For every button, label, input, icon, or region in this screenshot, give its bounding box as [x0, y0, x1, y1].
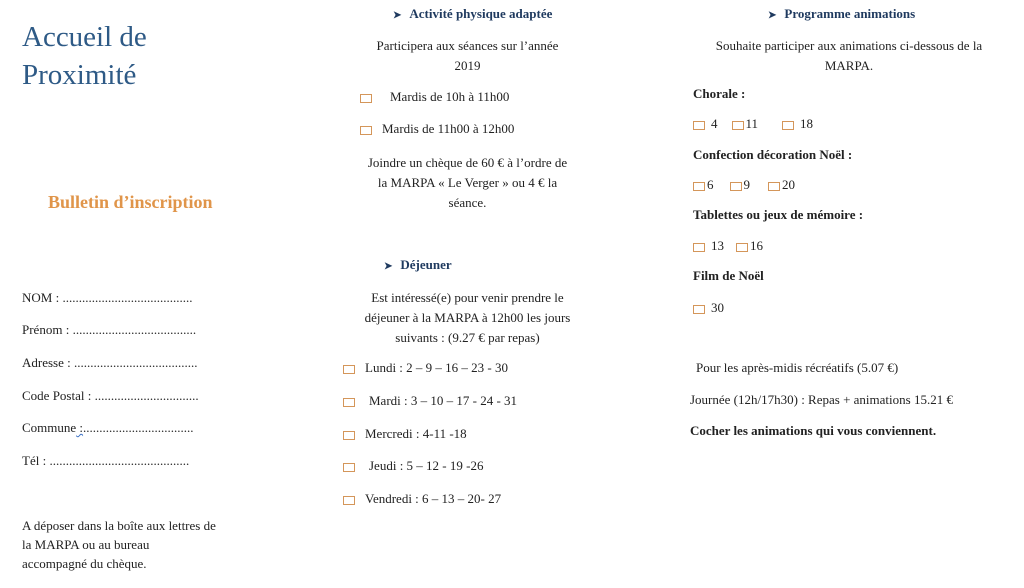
group-chorale-label: Chorale : — [693, 86, 746, 101]
checkbox[interactable] — [343, 398, 355, 407]
group-film-options — [693, 300, 738, 316]
group-decoration-options — [693, 177, 809, 193]
commune-field[interactable]: Commune :.................................. — [22, 420, 194, 435]
session-option-2[interactable]: Mardis de 11h00 à 12h00 — [360, 121, 514, 137]
checkbox[interactable] — [693, 243, 705, 252]
option-tablettes-16[interactable]: 16 — [736, 238, 763, 254]
program-heading: ➤ Programme animations — [768, 6, 916, 21]
checkbox[interactable] — [768, 182, 780, 191]
checkbox[interactable] — [360, 94, 372, 103]
lunch-day-mardi[interactable]: Mardi : 3 – 10 – 17 - 24 - 31 — [343, 393, 517, 409]
checkbox[interactable] — [360, 126, 372, 135]
option-decoration-20[interactable]: 20 — [768, 177, 795, 193]
fullday-price: Journée (12h/17h30) : Repas + animations 15.21 € — [690, 392, 953, 407]
afternoon-price: Pour les après-midis récréatifs (5.07 €) — [696, 360, 899, 375]
checkbox[interactable] — [732, 121, 744, 130]
option-decoration-6[interactable]: 6 — [693, 177, 714, 193]
adresse-field[interactable]: Adresse : ...................................... — [22, 355, 198, 370]
lunch-day-vendredi[interactable]: Vendredi : 6 – 13 – 20- 27 — [343, 491, 501, 507]
checkbox[interactable] — [343, 496, 355, 505]
lunch-day-lundi[interactable]: Lundi : 2 – 9 – 16 – 23 - 30 — [343, 360, 508, 376]
arrow-right-icon: ➤ — [393, 10, 402, 21]
group-chorale-options — [693, 116, 827, 132]
checkbox[interactable] — [343, 365, 355, 374]
group-film-label: Film de Noël — [693, 268, 764, 283]
session-option-1[interactable]: Mardis de 10h à 11h00 — [360, 89, 509, 105]
checkbox[interactable] — [693, 305, 705, 314]
arrow-right-icon: ➤ — [768, 10, 777, 21]
checkbox[interactable] — [693, 182, 705, 191]
deposit-instructions: A déposer dans la boîte aux lettres de la MARPA ou au bureau accompagné du chèque. — [22, 518, 216, 571]
title-line-1: Accueil de — [22, 21, 147, 53]
code-postal-field[interactable]: Code Postal : ................................ — [22, 388, 199, 403]
option-chorale-11[interactable]: 11 — [732, 116, 759, 132]
lunch-heading: ➤ Déjeuner — [384, 257, 452, 272]
option-tablettes-13[interactable]: 13 — [693, 238, 724, 254]
checkbox[interactable] — [343, 431, 355, 440]
lunch-day-mercredi[interactable]: Mercredi : 4-11 -18 — [343, 426, 467, 442]
check-instruction: Cocher les animations qui vous conviennent. — [690, 423, 937, 438]
group-tablettes-label: Tablettes ou jeux de mémoire : — [693, 207, 864, 222]
lunch-intro: Est intéressé(e) pour venir prendre le déjeuner à la MARPA à 12h00 les jours suivants : (9.27 € par repas) — [364, 290, 571, 345]
checkbox[interactable] — [693, 121, 705, 130]
prenom-field[interactable]: Prénom : ...................................... — [22, 322, 197, 337]
program-intro: Souhaite participer aux animations ci-dessous de la MARPA. — [715, 38, 983, 73]
activity-intro: Participera aux séances sur l’année 2019 — [376, 38, 559, 73]
page-title — [22, 18, 242, 94]
group-decoration-label: Confection décoration Noël : — [693, 147, 853, 162]
checkbox[interactable] — [343, 463, 355, 472]
tel-field[interactable]: Tél : ........................................... — [22, 453, 190, 468]
bulletin-heading: Bulletin d’inscription — [48, 192, 213, 212]
option-film-30[interactable]: 30 — [693, 300, 724, 316]
checkbox[interactable] — [782, 121, 794, 130]
checkbox[interactable] — [730, 182, 742, 191]
nom-field[interactable]: NOM : ........................................ — [22, 290, 193, 305]
title-line-2: Proximité — [22, 59, 137, 91]
cheque-note: Joindre un chèque de 60 € à l’ordre de la MARPA « Le Verger » ou 4 € la séance. — [367, 155, 568, 210]
option-chorale-18[interactable]: 18 — [782, 116, 813, 132]
lunch-day-jeudi[interactable]: Jeudi : 5 – 12 - 19 -26 — [343, 458, 483, 474]
option-chorale-4[interactable]: 4 — [693, 116, 718, 132]
activity-heading: ➤ Activité physique adaptée — [393, 6, 553, 21]
checkbox[interactable] — [736, 243, 748, 252]
option-decoration-9[interactable]: 9 — [730, 177, 751, 193]
arrow-right-icon: ➤ — [384, 261, 393, 272]
group-tablettes-options — [693, 238, 777, 254]
